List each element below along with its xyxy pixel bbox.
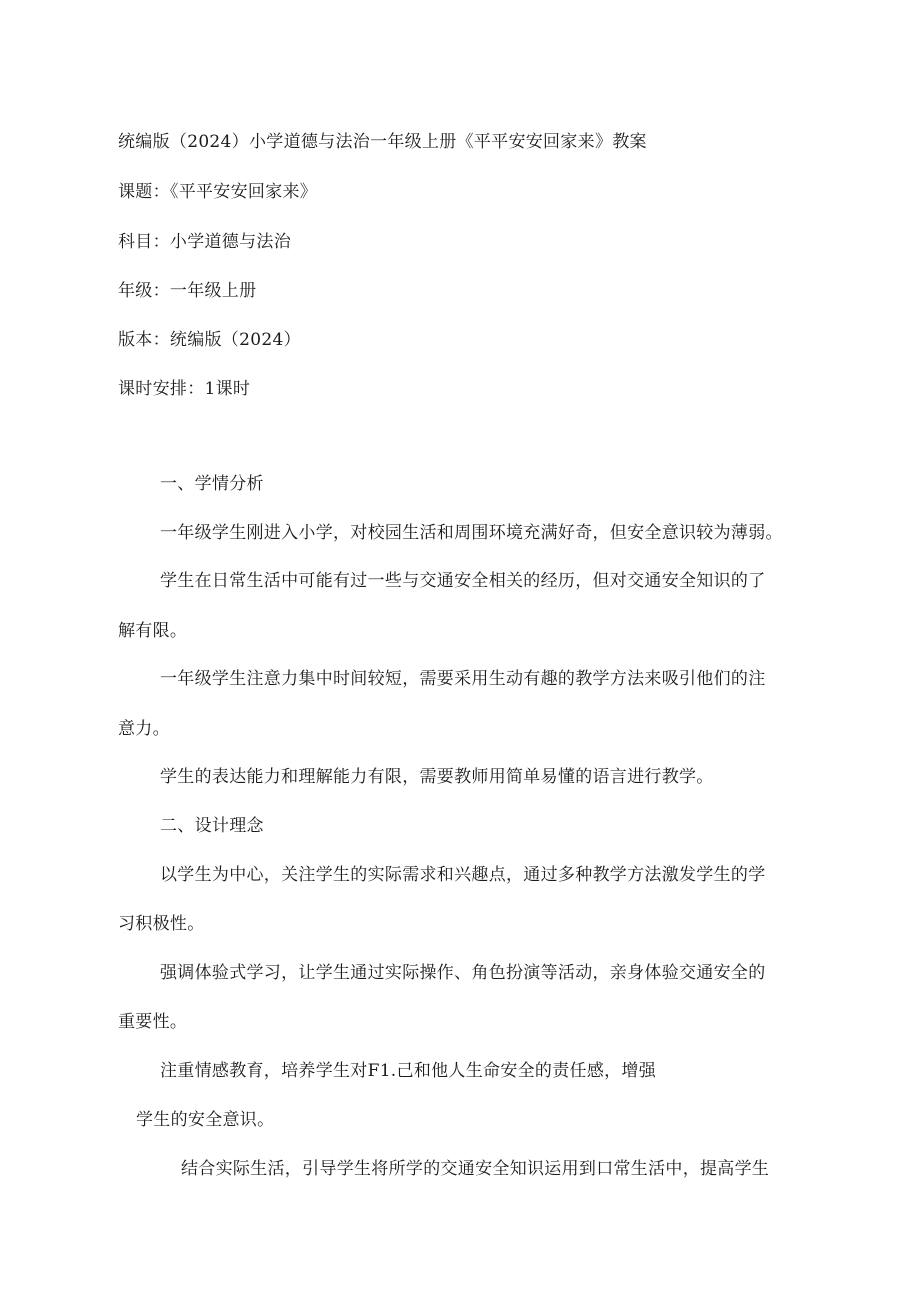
analysis-paragraph-3-line-1: 一年级学生注意力集中时间较短，需要采用生动有趣的教学方法来吸引他们的注 [160, 669, 766, 689]
concept-paragraph-4-line-1: 结合实际生活，引导学生将所学的交通安全知识运用到口常生活中，提高学生 [181, 1159, 770, 1179]
document-title: 统编版（2024）小学道德与法治一年级上册《平平安安回家来》教案 [118, 132, 647, 152]
topic-line: 课题：《平平安安回家来》 [118, 182, 318, 202]
analysis-paragraph-2-line-2: 解有限。 [118, 621, 188, 641]
analysis-paragraph-4: 学生的表达能力和理解能力有限，需要教师用简单易懂的语言进行教学。 [160, 767, 714, 787]
analysis-paragraph-2-line-1: 学生在日常生活中可能有过一些与交通安全相关的经历，但对交通安全知识的了 [160, 571, 766, 591]
subject-line: 科目：小学道德与法治 [118, 232, 291, 252]
schedule-line: 课时安排：1课时 [118, 379, 251, 399]
section-heading-analysis: 一、学情分析 [160, 474, 264, 494]
analysis-paragraph-3-line-2: 意力。 [118, 719, 170, 739]
concept-paragraph-1-line-2: 习积极性。 [118, 914, 205, 934]
edition-line: 版本：统编版（2024） [118, 330, 301, 350]
concept-paragraph-2-line-1: 强调体验式学习，让学生通过实际操作、角色扮演等活动，亲身体验交通安全的 [160, 963, 766, 983]
concept-paragraph-1-line-1: 以学生为中心，关注学生的实际需求和兴趣点，通过多种教学方法激发学生的学 [160, 865, 766, 885]
concept-paragraph-3-line-1: 注重情感教育，培养学生对F1.己和他人生命安全的责任感，增强 [160, 1061, 657, 1081]
concept-paragraph-2-line-2: 重要性。 [118, 1012, 188, 1032]
grade-line: 年级：一年级上册 [118, 281, 257, 301]
section-heading-concept: 二、设计理念 [160, 816, 264, 836]
analysis-paragraph-1: 一年级学生刚进入小学，对校园生活和周围环境充满好奇，但安全意识较为薄弱。 [160, 523, 783, 543]
concept-paragraph-3-line-2: 学生的安全意识。 [136, 1110, 275, 1130]
